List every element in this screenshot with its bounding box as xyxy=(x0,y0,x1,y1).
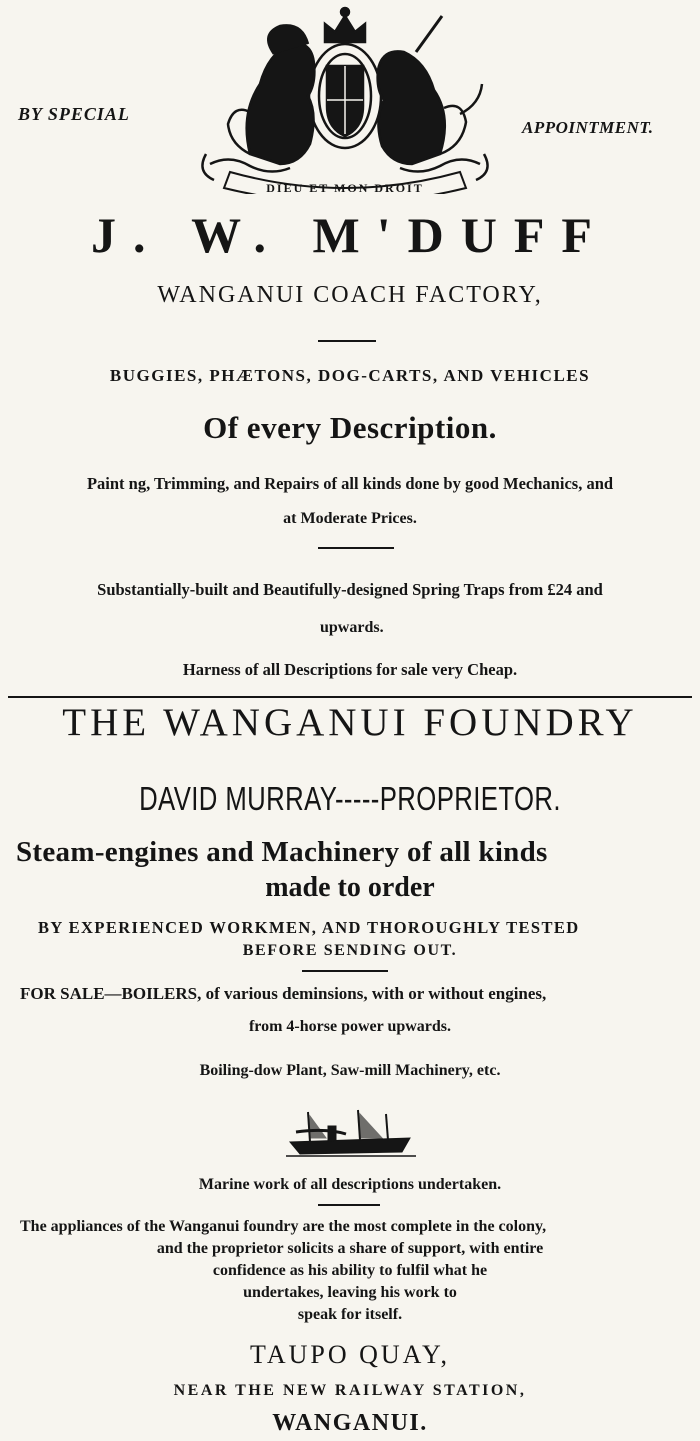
upwards-line: upwards. xyxy=(320,619,384,636)
by-special-label: BY SPECIAL xyxy=(18,104,130,124)
appliances-line-4: undertakes, leaving his work to xyxy=(243,1284,457,1301)
marine-work-line: Marine work of all descriptions undertaken. xyxy=(198,1176,502,1193)
divider xyxy=(318,340,376,342)
horse-power-line: from 4-horse power upwards. xyxy=(248,1018,452,1035)
steam-engines-line-1: Steam-engines and Machinery of all kinds xyxy=(16,836,548,868)
royal-coat-of-arms-icon xyxy=(190,4,500,194)
address-town: WANGANUI. xyxy=(272,1410,428,1436)
appliances-line-5: speak for itself. xyxy=(297,1306,403,1323)
steam-engines-line-2: made to order xyxy=(265,872,435,903)
divider xyxy=(318,547,394,549)
divider xyxy=(302,970,388,972)
vehicles-line: BUGGIES, PHÆTONS, DOG-CARTS, AND VEHICLES xyxy=(109,366,591,385)
harness-line: Harness of all Descriptions for sale very Cheap. xyxy=(182,660,518,679)
painting-line: Paint ng, Trimming, and Repairs of all kinds done by good Mechanics, and xyxy=(86,474,614,493)
appliances-line-3: confidence as his ability to fulfil what he xyxy=(212,1262,488,1279)
boilers-for-sale-line: FOR SALE—BOILERS, of various deminsions, with or without engines, xyxy=(20,984,547,1003)
foundry-title: THE WANGANUI FOUNDRY xyxy=(62,701,638,744)
appliances-line-1: The appliances of the Wanganui foundry are the most complete in the colony, xyxy=(20,1218,547,1235)
address-quay: TAUPO QUAY, xyxy=(250,1340,450,1369)
plant-machinery-line: Boiling-dow Plant, Saw-mill Machinery, etc. xyxy=(199,1062,501,1079)
appliances-line-2: and the proprietor solicits a share of support, with entire xyxy=(156,1240,544,1257)
coach-factory-heading: WANGANUI COACH FACTORY, xyxy=(157,282,543,308)
before-sending-line: BEFORE SENDING OUT. xyxy=(242,942,458,959)
experienced-workmen-line: BY EXPERIENCED WORKMEN, AND THOROUGHLY TESTED xyxy=(38,918,580,937)
steamship-icon xyxy=(286,1108,416,1160)
appointment-label: APPOINTMENT. xyxy=(522,118,654,137)
every-description-heading: Of every Description. xyxy=(203,410,497,445)
crest-motto: DIEU ET MON DROIT xyxy=(266,181,424,194)
moderate-prices-line: at Moderate Prices. xyxy=(283,510,417,527)
spring-traps-line: Substantially-built and Beautifully-designed Spring Traps from £24 and xyxy=(97,580,603,599)
mcduff-name-heading: J. W. M'DUFF xyxy=(91,207,609,263)
section-separator xyxy=(8,696,692,698)
divider xyxy=(318,1204,380,1206)
proprietor-heading: DAVID MURRAY-----PROPRIETOR. xyxy=(139,780,561,817)
address-near-station: NEAR THE NEW RAILWAY STATION, xyxy=(173,1382,527,1399)
